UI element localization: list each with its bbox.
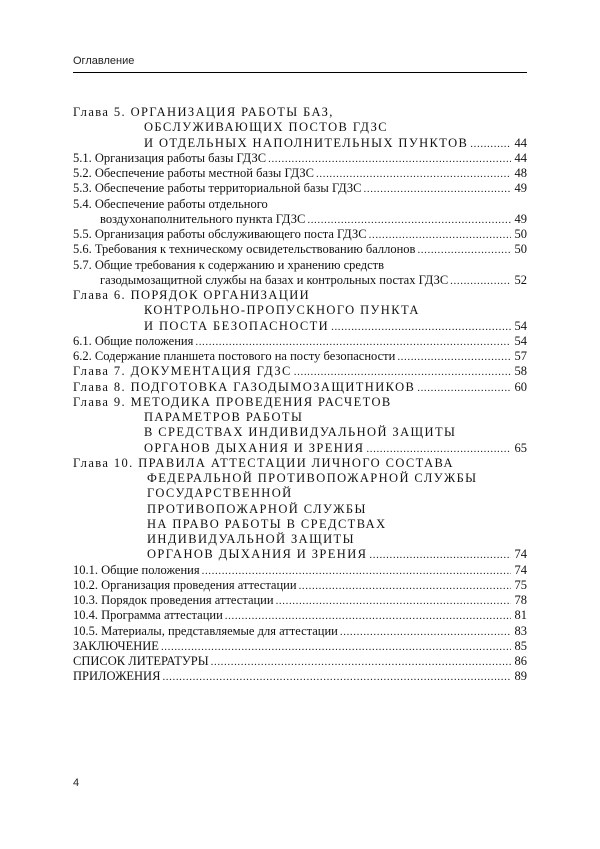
toc-leader [268, 152, 511, 167]
toc-page-number: 48 [514, 166, 527, 180]
toc-section-title: 10.2. Организация проведения аттестации [73, 577, 297, 592]
toc-chapter-9-title-end: ОРГАНОВ ДЫХАНИЯ И ЗРЕНИЯ [144, 440, 365, 455]
toc-leader [450, 274, 511, 289]
toc-page-number: 49 [514, 211, 527, 226]
toc-page-number: 65 [514, 440, 527, 455]
toc-appendices[interactable] [73, 669, 527, 684]
toc-leader [202, 564, 511, 579]
toc-leader [294, 365, 511, 380]
toc-section-5-7-line-2[interactable] [73, 273, 527, 288]
toc-section-title: 5.3. Обеспечение работы территориальной базы ГДЗС [73, 181, 362, 196]
toc-chapter-9-title-cont: ПАРАМЕТРОВ РАБОТЫ [144, 410, 304, 424]
toc-page-number: 50 [514, 242, 527, 257]
toc-leader [369, 228, 511, 243]
toc-chapter-9-title: Глава 9. МЕТОДИКА ПРОВЕДЕНИЯ РАСЧЕТОВ [73, 394, 392, 409]
toc-leader [195, 335, 511, 350]
toc-chapter-10-line-2 [73, 471, 527, 486]
toc-chapter-5-title-cont: ОБСЛУЖИВАЮЩИХ ПОСТОВ ГДЗС [144, 120, 388, 135]
toc-page-number: 44 [514, 135, 527, 150]
toc-chapter-10-title: Глава 10. ПРАВИЛА АТТЕСТАЦИИ ЛИЧНОГО СОСТАВА [73, 455, 454, 470]
toc-section-title-cont: газодымозащитной службы на базах и контрольных постах ГДЗС [100, 272, 449, 287]
toc-references-title: СПИСОК ЛИТЕРАТУРЫ [73, 654, 209, 668]
toc-chapter-5-line-3[interactable] [73, 136, 527, 151]
toc-section-5-7-line-1 [73, 258, 527, 273]
toc-section-5-4-line-2[interactable] [73, 212, 527, 227]
toc-chapter-10-title-cont: ПРОТИВОПОЖАРНОЙ СЛУЖБЫ [147, 501, 367, 516]
toc-leader [316, 167, 511, 182]
toc-section-5-4-line-1 [73, 197, 527, 212]
toc-leader [417, 243, 511, 258]
toc-leader [299, 579, 511, 594]
toc-leader [340, 625, 511, 640]
toc-page-number: 83 [514, 623, 527, 638]
toc-leader [162, 670, 511, 685]
toc-page-number: 75 [514, 577, 527, 592]
toc-page-number: 81 [514, 608, 527, 623]
toc-chapter-5-line-2 [73, 120, 527, 135]
toc-section-title: 10.5. Материалы, представляемые для аттестации [73, 623, 338, 638]
table-of-contents [73, 105, 527, 685]
toc-chapter-10-line-1 [73, 456, 527, 471]
toc-page-number: 74 [514, 547, 527, 562]
toc-chapter-5-line-1 [73, 105, 527, 120]
toc-section-5-6[interactable] [73, 242, 527, 257]
toc-leader [307, 213, 511, 228]
toc-section-5-2[interactable] [73, 166, 527, 181]
toc-section-6-1[interactable] [73, 334, 527, 349]
toc-page-number: 52 [514, 272, 527, 287]
toc-section-10-4[interactable] [73, 608, 527, 623]
toc-section-6-2[interactable] [73, 349, 527, 364]
toc-leader [211, 655, 511, 670]
toc-chapter-9-line-3 [73, 425, 527, 440]
toc-chapter-8[interactable] [73, 380, 527, 395]
toc-leader [276, 594, 511, 609]
toc-page-number: 44 [514, 150, 527, 165]
toc-leader [369, 548, 511, 563]
toc-section-title: 5.2. Обеспечение работы местной базы ГДЗС [73, 166, 315, 180]
toc-chapter-9-title-cont: В СРЕДСТВАХ ИНДИВИДУАЛЬНОЙ ЗАЩИТЫ [144, 425, 457, 440]
toc-chapter-10-line-4 [73, 502, 527, 517]
toc-chapter-6-line-3[interactable] [73, 319, 527, 334]
toc-section-5-3[interactable] [73, 181, 527, 196]
toc-section-title: 6.2. Содержание планшета постового на посту безопасности [73, 349, 396, 363]
toc-page-number: 49 [514, 181, 527, 196]
toc-conclusion[interactable] [73, 639, 527, 654]
toc-leader [331, 320, 511, 335]
toc-chapter-6-title: Глава 6. ПОРЯДОК ОРГАНИЗАЦИИ [73, 288, 311, 302]
toc-chapter-10-line-5 [73, 517, 527, 532]
toc-chapter-7[interactable] [73, 364, 527, 379]
toc-section-title-cont: воздухонаполнительного пункта ГДЗС [100, 211, 306, 226]
toc-conclusion-title: ЗАКЛЮЧЕНИЕ [73, 638, 159, 653]
toc-section-title: 5.7. Общие требования к содержанию и хранению средств [73, 257, 385, 272]
toc-page-number: 54 [514, 318, 527, 333]
toc-section-title: 10.1. Общие положения [73, 562, 200, 577]
toc-chapter-10-title-cont: ФЕДЕРАЛЬНОЙ ПРОТИВОПОЖАРНОЙ СЛУЖБЫ [147, 471, 478, 485]
toc-chapter-10-title-end: ОРГАНОВ ДЫХАНИЯ И ЗРЕНИЯ [147, 547, 368, 562]
toc-page-number: 89 [514, 669, 527, 684]
toc-appendices-title: ПРИЛОЖЕНИЯ [73, 669, 161, 684]
toc-section-10-1[interactable] [73, 563, 527, 578]
toc-section-title: 5.4. Обеспечение работы отдельного [73, 196, 268, 211]
toc-section-title: 5.1. Организация работы базы ГДЗС [73, 150, 267, 165]
toc-section-title: 10.4. Программа аттестации [73, 608, 223, 623]
toc-section-title: 6.1. Общие положения [73, 333, 194, 348]
toc-references[interactable] [73, 654, 527, 669]
toc-chapter-10-title-cont: НА ПРАВО РАБОТЫ В СРЕДСТВАХ [147, 516, 387, 531]
running-header: Оглавление [73, 55, 135, 67]
toc-leader [397, 350, 511, 365]
toc-page-number: 60 [514, 379, 527, 394]
toc-chapter-6-title-end: И ПОСТА БЕЗОПАСНОСТИ [144, 318, 330, 333]
toc-section-title: 10.3. Порядок проведения аттестации [73, 593, 274, 607]
toc-chapter-7-title: Глава 7. ДОКУМЕНТАЦИЯ ГДЗС [73, 364, 292, 379]
toc-leader [225, 609, 511, 624]
toc-chapter-6-line-2 [73, 303, 527, 318]
toc-leader [364, 182, 511, 197]
toc-section-5-1[interactable] [73, 151, 527, 166]
toc-chapter-5-title-end: И ОТДЕЛЬНЫХ НАПОЛНИТЕЛЬНЫХ ПУНКТОВ [144, 135, 469, 150]
toc-section-5-5[interactable] [73, 227, 527, 242]
toc-section-10-2[interactable] [73, 578, 527, 593]
toc-section-10-3[interactable] [73, 593, 527, 608]
toc-page-number: 78 [514, 593, 527, 607]
page-number: 4 [73, 777, 80, 789]
toc-leader [161, 640, 511, 655]
toc-chapter-10-line-6 [73, 532, 527, 547]
toc-page-number: 58 [514, 364, 527, 379]
header-divider [73, 72, 527, 73]
toc-section-10-5[interactable] [73, 624, 527, 639]
toc-leader [417, 381, 511, 396]
toc-leader [470, 137, 511, 152]
toc-chapter-6-title-cont: КОНТРОЛЬНО-ПРОПУСКНОГО ПУНКТА [144, 303, 420, 318]
toc-chapter-10-title-cont: ИНДИВИДУАЛЬНОЙ ЗАЩИТЫ [147, 532, 355, 546]
toc-chapter-9-line-1 [73, 395, 527, 410]
toc-page-number: 74 [514, 562, 527, 577]
toc-chapter-10-line-7[interactable] [73, 547, 527, 562]
toc-chapter-6-line-1 [73, 288, 527, 303]
toc-chapter-9-line-2 [73, 410, 527, 425]
toc-page-number: 54 [514, 333, 527, 348]
toc-page-number: 85 [514, 638, 527, 653]
toc-page-number: 50 [514, 227, 527, 241]
toc-page-number: 57 [514, 349, 527, 363]
toc-leader [366, 442, 511, 457]
toc-section-title: 5.5. Организация работы обслуживающего поста ГДЗС [73, 227, 367, 241]
toc-chapter-5-title: Глава 5. ОРГАНИЗАЦИЯ РАБОТЫ БАЗ, [73, 105, 334, 119]
toc-section-title: 5.6. Требования к техническому освидетельствованию баллонов [73, 242, 416, 257]
toc-chapter-10-title-cont: ГОСУДАРСТВЕННОЙ [147, 486, 293, 501]
toc-chapter-8-title: Глава 8. ПОДГОТОВКА ГАЗОДЫМОЗАЩИТНИКОВ [73, 379, 416, 394]
toc-chapter-9-line-4[interactable] [73, 441, 527, 456]
toc-page-number: 86 [514, 654, 527, 668]
toc-chapter-10-line-3 [73, 486, 527, 501]
